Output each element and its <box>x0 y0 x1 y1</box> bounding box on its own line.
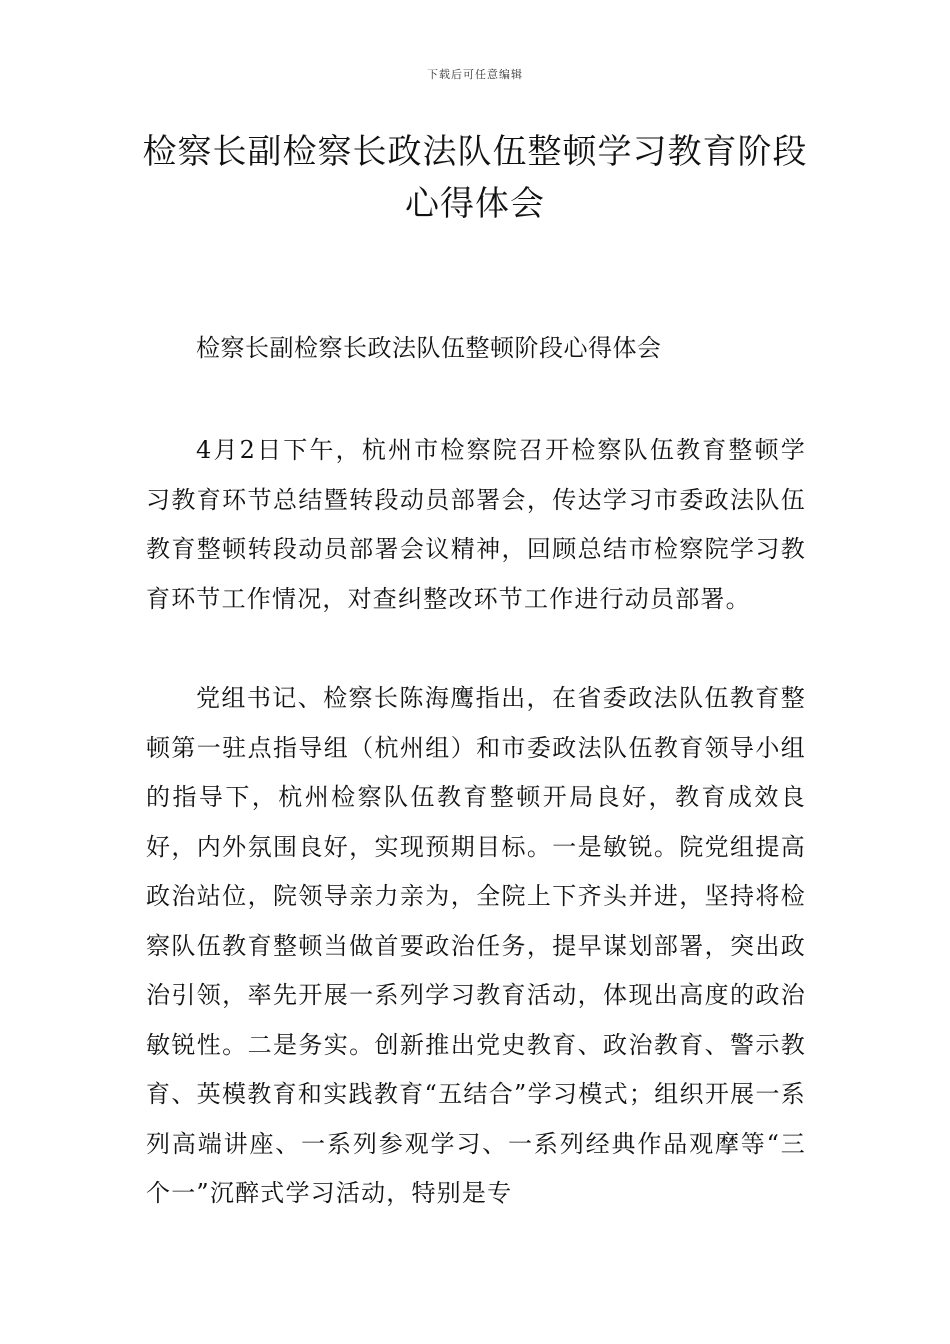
paragraph-2: 党组书记、检察长陈海鹰指出，在省委政法队伍教育整顿第一驻点指导组（杭州组）和市委政法队伍教育领导小组的指导下，杭州检察队伍教育整顿开局良好，教育成效良好，内外氛围良好，实现预期目标。一是敏锐。院党组提高政治站位，院领导亲力亲为，全院上下齐头并进，坚持将检察队伍教育整顿当做首要政治任务，提早谋划部署，突出政治引领，率先开展一系列学习教育活动，体现出高度的政治敏锐性。二是务实。创新推出党史教育、政治教育、警示教育、英模教育和实践教育“五结合”学习模式；组织开展一系列高端讲座、一系列参观学习、一系列经典作品观摩等“三个一”沉醉式学习活动，特别是专 <box>146 684 806 1207</box>
document-subtitle: 检察长副检察长政法队伍整顿阶段心得体会 <box>196 334 662 362</box>
paragraph-1: 4月2日下午，杭州市检察院召开检察队伍教育整顿学习教育环节总结暨转段动员部署会，传达学习市委政法队伍教育整顿转段动员部署会议精神，回顾总结市检察院学习教育环节工作情况，对查纠整改环节工作进行动员部署。 <box>146 436 806 613</box>
document-title: 检察长副检察长政法队伍整顿学习教育阶段心得体会 <box>142 132 808 224</box>
header-note: 下载后可任意编辑 <box>427 68 523 81</box>
